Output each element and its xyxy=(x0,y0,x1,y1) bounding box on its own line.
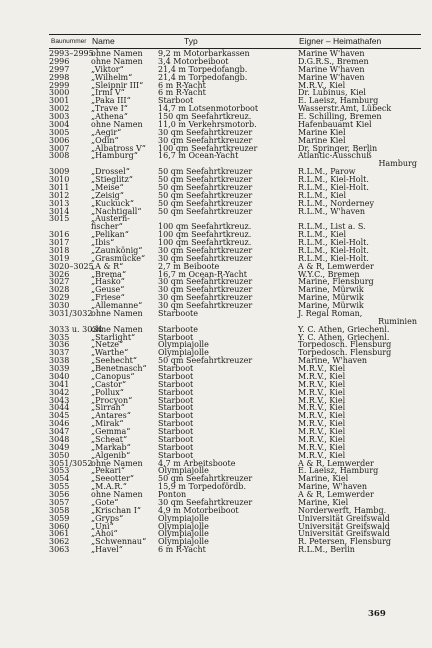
cell-name: „M.A.R.“ xyxy=(91,482,127,492)
cell-typ: 16,7 m Ocean-Yacht xyxy=(158,151,239,161)
cell-name: „Procyon“ xyxy=(91,395,133,405)
cell-eigner: R.L.M., Berlin xyxy=(298,545,355,555)
cell-name: „Warthe“ xyxy=(91,348,129,358)
cell-baunummer: 3053 xyxy=(49,466,70,476)
cell-baunummer: 3043 xyxy=(49,395,70,405)
cell-eigner: R.L.M., List a. S. xyxy=(298,222,366,232)
cell-eigner: R.L.M., Kiel xyxy=(298,230,347,240)
cell-typ: 30 qm Seefahrtkreuzer xyxy=(158,135,253,145)
cell-name: „Algenib“ xyxy=(91,450,131,460)
cell-typ: Starboot xyxy=(158,411,194,421)
cell-name: „Seehecht“ xyxy=(91,356,137,366)
cell-baunummer: 3019 xyxy=(49,253,70,263)
cell-name: „Mirak“ xyxy=(91,419,124,429)
cell-typ: Starboot xyxy=(158,364,194,373)
cell-eigner: R.L.M., Parow xyxy=(298,167,356,177)
table-row xyxy=(49,152,421,160)
cell-baunummer: 3002 xyxy=(49,104,70,114)
cell-name: „Krischan I“ xyxy=(91,505,141,515)
cell-baunummer: 3018 xyxy=(49,245,70,255)
cell-baunummer: 3049 xyxy=(49,442,70,452)
cell-name: „Allemanne“ xyxy=(91,301,143,310)
cell-name: ohne Namen xyxy=(91,490,143,499)
cell-baunummer: 3014 xyxy=(49,206,70,216)
cell-name: „Odin“ xyxy=(91,135,119,145)
header-name: Name xyxy=(92,36,115,46)
cell-eigner: Marine, Mürwik xyxy=(298,293,364,303)
cell-eigner: R. Petersen, Flensburg xyxy=(298,537,392,547)
cell-baunummer: 2993–2995 xyxy=(49,49,94,58)
cell-typ: 30 qm Seefahrtkreuzer xyxy=(158,245,253,255)
cell-name: „Meise“ xyxy=(91,182,124,192)
cell-typ: 4,9 m Motorbeiboot xyxy=(158,505,239,515)
cell-name: „Zaunkönig“ xyxy=(91,245,143,255)
cell-name: „Benetnasch“ xyxy=(91,364,147,373)
cell-name: „Brema“ xyxy=(91,269,127,279)
cell-typ: 100 qm Seefahrtkreuz. xyxy=(158,238,252,247)
cell-name: ohne Namen xyxy=(91,56,143,66)
cell-eigner: M.R.V., Kiel xyxy=(298,403,346,413)
cell-baunummer: 3045 xyxy=(49,411,70,421)
cell-typ: 6 m R-Yacht xyxy=(158,80,206,90)
cell-eigner: Torpedosch. Flensburg xyxy=(298,340,392,350)
cell-baunummer: 3008 xyxy=(49,151,70,161)
cell-baunummer: 3048 xyxy=(49,434,70,444)
cell-typ: 21,4 m Torpedofangb. xyxy=(158,64,248,74)
cell-baunummer: 3042 xyxy=(49,387,70,397)
cell-baunummer: 3031/3032 xyxy=(49,308,93,318)
cell-baunummer: 2997 xyxy=(49,64,70,74)
cell-name: „Ibis“ xyxy=(91,238,115,247)
cell-typ: Olympiajolle xyxy=(158,466,209,476)
cell-name: „Sleipnir III“ xyxy=(91,80,144,90)
cell-typ: 21,4 m Torpedofangb. xyxy=(158,72,248,82)
cell-eigner: M.R.V., Kiel xyxy=(298,395,346,405)
cell-name: „Pollux“ xyxy=(91,387,124,397)
cell-baunummer: 3059 xyxy=(49,513,70,523)
cell-eigner: Hafenbauamt Kiel xyxy=(298,119,372,129)
cell-typ: Starboot xyxy=(158,371,194,381)
cell-typ: 50 qm Seefahrtkreuzer xyxy=(158,206,253,216)
cell-name: „Drossel“ xyxy=(91,167,130,177)
cell-typ: 30 qm Seefahrtkreuzer xyxy=(158,293,253,303)
cell-name: „Netze“ xyxy=(91,340,124,350)
cell-baunummer: 3038 xyxy=(49,356,70,366)
cell-baunummer: 3016 xyxy=(49,230,70,240)
cell-name: „Markab“ xyxy=(91,442,131,452)
cell-typ: 30 qm Seefahrtkreuzer xyxy=(158,497,253,507)
cell-typ: Starboot xyxy=(158,442,194,452)
cell-typ: 4,7 m Arbeitsboote xyxy=(158,458,236,468)
cell-eigner: J. Regal Roman, xyxy=(298,308,363,318)
cell-baunummer: 3004 xyxy=(49,119,70,129)
cell-baunummer: 3006 xyxy=(49,135,70,145)
cell-name: „Scheat“ xyxy=(91,434,128,444)
cell-eigner: Marine Kiel xyxy=(298,127,346,137)
cell-eigner: E. Laeisz, Hamburg xyxy=(298,466,379,476)
cell-baunummer: 3039 xyxy=(49,364,70,373)
cell-typ: Starboot xyxy=(158,450,194,460)
cell-baunummer: 3046 xyxy=(49,419,70,429)
cell-name: „Friese“ xyxy=(91,293,125,303)
cell-baunummer: 3056 xyxy=(49,490,70,499)
cell-eigner: Y. C. Athen, Griechenl. xyxy=(298,324,390,334)
cell-baunummer: 3017 xyxy=(49,238,70,247)
cell-name: „Gote“ xyxy=(91,497,119,507)
cell-typ: 50 qm Seefahrtkreuzer xyxy=(158,175,253,184)
page-number: 369 xyxy=(368,609,386,619)
cell-name: „Hamburg“ xyxy=(91,151,138,161)
cell-eigner: Marine Kiel xyxy=(298,135,346,145)
cell-baunummer: 3015 xyxy=(49,214,70,224)
table-body xyxy=(49,50,421,554)
cell-baunummer: 3012 xyxy=(49,190,70,200)
cell-eigner: Torpedosch. Flensburg xyxy=(298,348,392,358)
cell-baunummer: 3062 xyxy=(49,537,70,547)
cell-typ: Olympiajolle xyxy=(158,529,209,539)
cell-baunummer: 3054 xyxy=(49,474,70,484)
cell-baunummer: 3011 xyxy=(49,182,70,192)
cell-typ: 100 qm Seefahrtkreuz. xyxy=(158,222,252,232)
cell-eigner: M.R.V., Kiel xyxy=(298,419,346,429)
cell-name: „Paka III“ xyxy=(91,96,131,106)
cell-baunummer: 3063 xyxy=(49,545,70,555)
cell-typ: Starboot xyxy=(158,96,194,106)
cell-name: ohne Namen xyxy=(91,458,143,468)
cell-baunummer: 3000 xyxy=(49,88,70,98)
cell-eigner: Norderwerft, Hambg. xyxy=(298,505,387,515)
cell-eigner: Y. C. Athen, Griechenl. xyxy=(298,332,390,342)
cell-typ: 100 qm Seefahrtkreuz. xyxy=(158,230,252,240)
cell-name: ohne Namen xyxy=(91,308,143,318)
cell-baunummer: 3060 xyxy=(49,521,70,531)
cell-eigner: E. Laeisz, Hamburg xyxy=(298,96,379,106)
cell-name: „Austern- xyxy=(91,214,130,224)
cell-eigner: A & R, Lemwerder xyxy=(298,261,374,271)
cell-typ: Olympiajolle xyxy=(158,537,209,547)
cell-name: „Athena“ xyxy=(91,112,128,121)
cell-baunummer: 3013 xyxy=(49,198,70,208)
cell-name: „Ahoi“ xyxy=(91,529,118,539)
cell-eigner: R.L.M., Norderney xyxy=(298,198,374,208)
cell-name: „Stieglitz“ xyxy=(91,175,133,184)
cell-eigner: Marine W'haven xyxy=(298,64,365,74)
cell-eigner: Dr. Springer, Berlin xyxy=(298,143,378,153)
cell-name: fischer“ xyxy=(91,222,123,232)
cell-typ: 3,4 Motorbeiboot xyxy=(158,56,229,66)
cell-eigner: Marine, Kiel xyxy=(298,474,349,484)
cell-name: ohne Namen xyxy=(91,49,143,58)
cell-eigner: Marine, Kiel xyxy=(298,497,349,507)
cell-baunummer: 3001 xyxy=(49,96,70,106)
cell-typ: 30 qm Seefahrtkreuzer xyxy=(158,301,253,310)
cell-typ: Starboot xyxy=(158,403,194,413)
cell-name: „Seeotter“ xyxy=(91,474,134,484)
cell-name: „Aegir“ xyxy=(91,127,122,137)
cell-name: „Hasko“ xyxy=(91,277,125,287)
cell-eigner: R.L.M., Kiel-Holt. xyxy=(298,253,369,263)
cell-name: „Sirrah“ xyxy=(91,403,125,413)
cell-eigner: Universität Greifswald xyxy=(298,513,390,523)
cell-name: „Castor“ xyxy=(91,379,127,389)
header-typ: Typ xyxy=(184,36,198,46)
cell-baunummer: 3055 xyxy=(49,482,70,492)
cell-typ: 150 qm Seefahrtkreuz. xyxy=(158,112,252,121)
cell-baunummer: 3003 xyxy=(49,112,70,121)
cell-typ: 50 qm Seefahrtkreuzer xyxy=(158,190,253,200)
cell-typ: 11,0 m Verkehrsmotorb. xyxy=(158,119,257,129)
cell-baunummer: 3041 xyxy=(49,379,70,389)
cell-typ: 50 qm Seefahrtkreuzer xyxy=(158,356,253,366)
cell-baunummer: 3058 xyxy=(49,505,70,515)
cell-eigner: A & R, Lemwerder xyxy=(298,458,374,468)
cell-typ: Starboot xyxy=(158,332,194,342)
cell-name: „Viktor“ xyxy=(91,64,124,74)
table-row xyxy=(49,310,421,318)
cell-baunummer: 3057 xyxy=(49,497,70,507)
cell-typ: 50 qm Seefahrtkreuzer xyxy=(158,474,253,484)
cell-eigner: R.L.M., Kiel-Holt. xyxy=(298,245,369,255)
cell-typ: 2,7 m Beiboote xyxy=(158,261,220,271)
cell-eigner: M.R.V., Kiel xyxy=(298,387,346,397)
cell-typ: 50 qm Seefahrtkreuzer xyxy=(158,167,253,177)
cell-baunummer: 2998 xyxy=(49,72,70,82)
header-eigner: Eigner – Heimathafen xyxy=(299,36,382,46)
cell-eigner: M.R.V., Kiel xyxy=(298,411,346,421)
cell-eigner: Marine, Mürwik xyxy=(298,285,364,295)
cell-eigner: Wasserstr.Amt, Lübeck xyxy=(298,104,392,114)
cell-baunummer: 2996 xyxy=(49,56,70,66)
cell-eigner: M.R.V., Kiel xyxy=(298,371,346,381)
cell-typ: Ponton xyxy=(158,490,187,499)
cell-eigner: R.L.M., Kiel xyxy=(298,190,347,200)
cell-name: „Schwennau“ xyxy=(91,537,147,547)
cell-eigner: M.R.V., Kiel xyxy=(298,450,346,460)
cell-baunummer: 3028 xyxy=(49,285,70,295)
cell-baunummer: 3051/3052 xyxy=(49,458,93,468)
cell-baunummer: 3010 xyxy=(49,175,70,184)
cell-continuation: Hamburg xyxy=(378,159,417,169)
cell-name: „Pekari“ xyxy=(91,466,125,476)
cell-eigner: D.G.R.S., Bremen xyxy=(298,56,369,66)
cell-name: „Nachtigall“ xyxy=(91,206,142,216)
cell-typ: 14,7 m Lotsenmotorboot xyxy=(158,104,259,114)
cell-baunummer: 3044 xyxy=(49,403,70,413)
cell-eigner: W.Y.C., Bremen xyxy=(298,269,360,279)
table-row xyxy=(49,546,421,554)
cell-typ: Starboot xyxy=(158,419,194,429)
cell-eigner: A & R, Lemwerder xyxy=(298,490,374,499)
cell-name: „Geuse“ xyxy=(91,285,125,295)
cell-eigner: Marine W'haven xyxy=(298,49,365,58)
cell-name: „A & R“ xyxy=(91,261,124,271)
cell-baunummer: 2999 xyxy=(49,80,70,90)
cell-eigner: M.R.V., Kiel xyxy=(298,379,346,389)
cell-typ: Olympiajolle xyxy=(158,348,209,358)
cell-name: „Gryps“ xyxy=(91,513,124,523)
cell-eigner: R.L.M., Kiel-Holt. xyxy=(298,182,369,192)
cell-name: ohne Namen xyxy=(91,119,143,129)
cell-baunummer: 3009 xyxy=(49,167,70,177)
cell-name: „Antares“ xyxy=(91,411,131,421)
cell-baunummer: 3037 xyxy=(49,348,70,358)
cell-baunummer: 3035 xyxy=(49,332,70,342)
cell-typ: 16,7 m Ocean-R-Yacht xyxy=(158,269,248,279)
cell-typ: Starboote xyxy=(158,324,198,334)
cell-typ: 30 qm Seefahrtkreuzer xyxy=(158,277,253,287)
cell-typ: 50 qm Seefahrtkreuzer xyxy=(158,198,253,208)
cell-baunummer: 3030 xyxy=(49,301,70,310)
cell-typ: 6 m R-Yacht xyxy=(158,88,206,98)
cell-typ: Starboot xyxy=(158,387,194,397)
cell-eigner: Dr. Lubinus, Kiel xyxy=(298,88,366,98)
cell-baunummer: 3026 xyxy=(49,269,70,279)
cell-eigner: Universität Greifswald xyxy=(298,529,390,539)
cell-name: „Wilhelm“ xyxy=(91,72,133,82)
cell-name: „Starlight“ xyxy=(91,332,136,342)
cell-baunummer: 3007 xyxy=(49,143,70,153)
cell-typ: 15,9 m Torpedofördb. xyxy=(158,482,247,492)
cell-name: „Irmi V“ xyxy=(91,88,125,98)
cell-name: „Trave I“ xyxy=(91,104,128,114)
cell-baunummer: 3033 u. 3034 xyxy=(49,324,103,334)
cell-typ: Starboot xyxy=(158,434,194,444)
cell-typ: Olympiajolle xyxy=(158,521,209,531)
cell-name: ohne Namen xyxy=(91,324,143,334)
cell-typ: 30 qm Seefahrtkreuzer xyxy=(158,127,253,137)
cell-typ: Olympiajolle xyxy=(158,513,209,523)
cell-baunummer: 3027 xyxy=(49,277,70,287)
cell-eigner: M.R.V., Kiel xyxy=(298,434,346,444)
cell-baunummer: 3029 xyxy=(49,293,70,303)
cell-eigner: Atlantic-Ausschuß xyxy=(298,151,372,161)
cell-eigner: Marine, Flensburg xyxy=(298,277,374,287)
cell-typ: 50 qm Seefahrtkreuzer xyxy=(158,182,253,192)
cell-typ: Starboot xyxy=(158,379,194,389)
table-header xyxy=(49,34,421,49)
cell-eigner: Marine, Mürwik xyxy=(298,301,364,310)
cell-eigner: E. Schilling, Bremen xyxy=(298,112,382,121)
cell-eigner: R.L.M., Kiel-Holt. xyxy=(298,175,369,184)
cell-eigner: M.R.V., Kiel xyxy=(298,442,346,452)
cell-eigner: R.L.M., W'haven xyxy=(298,206,365,216)
cell-typ: Olympiajolle xyxy=(158,340,209,350)
cell-typ: 6 m R-Yacht xyxy=(158,545,206,555)
cell-typ: Starboot xyxy=(158,395,194,405)
cell-name: „Havel“ xyxy=(91,545,123,555)
cell-baunummer: 3005 xyxy=(49,127,70,137)
cell-eigner: Marine, W'haven xyxy=(298,482,368,492)
cell-name: „Pelikan“ xyxy=(91,230,129,240)
cell-eigner: Universität Greifswald xyxy=(298,521,390,531)
cell-name: „Uni“ xyxy=(91,521,114,531)
cell-name: „Zeisig“ xyxy=(91,190,124,200)
cell-name: „Grasmücke“ xyxy=(91,253,146,263)
cell-typ: 30 qm Seefahrtkreuzer xyxy=(158,285,253,295)
cell-baunummer: 3050 xyxy=(49,450,70,460)
cell-name: „Albatross V“ xyxy=(91,143,146,153)
cell-name: „Gemma“ xyxy=(91,427,131,436)
cell-eigner: R.L.M., Kiel-Holt. xyxy=(298,238,369,247)
cell-typ: Starboot xyxy=(158,427,194,436)
cell-typ: 100 qm Seefahrtkreuzer xyxy=(158,143,258,153)
cell-name: „Kuckuck“ xyxy=(91,198,134,208)
cell-name: „Canopus“ xyxy=(91,371,135,381)
cell-eigner: M.R.V., Kiel xyxy=(298,364,346,373)
cell-continuation: Ruminien xyxy=(378,316,417,326)
cell-baunummer: 3047 xyxy=(49,427,70,436)
cell-eigner: Marine, W'haven xyxy=(298,356,368,366)
cell-baunummer: 3020–3025 xyxy=(49,261,94,271)
cell-eigner: M.R.V., Kiel xyxy=(298,427,346,436)
cell-baunummer: 3036 xyxy=(49,340,70,350)
cell-eigner: M.R.V., Kiel xyxy=(298,80,346,90)
cell-typ: 30 qm Seefahrtkreuzer xyxy=(158,253,253,263)
cell-eigner: Marine W'haven xyxy=(298,72,365,82)
header-baunummer: Baunummer xyxy=(51,38,87,45)
cell-baunummer: 3061 xyxy=(49,529,70,539)
cell-typ: Starboote xyxy=(158,308,198,318)
cell-typ: 9,2 m Motorbarkassen xyxy=(158,49,250,58)
cell-baunummer: 3040 xyxy=(49,371,70,381)
